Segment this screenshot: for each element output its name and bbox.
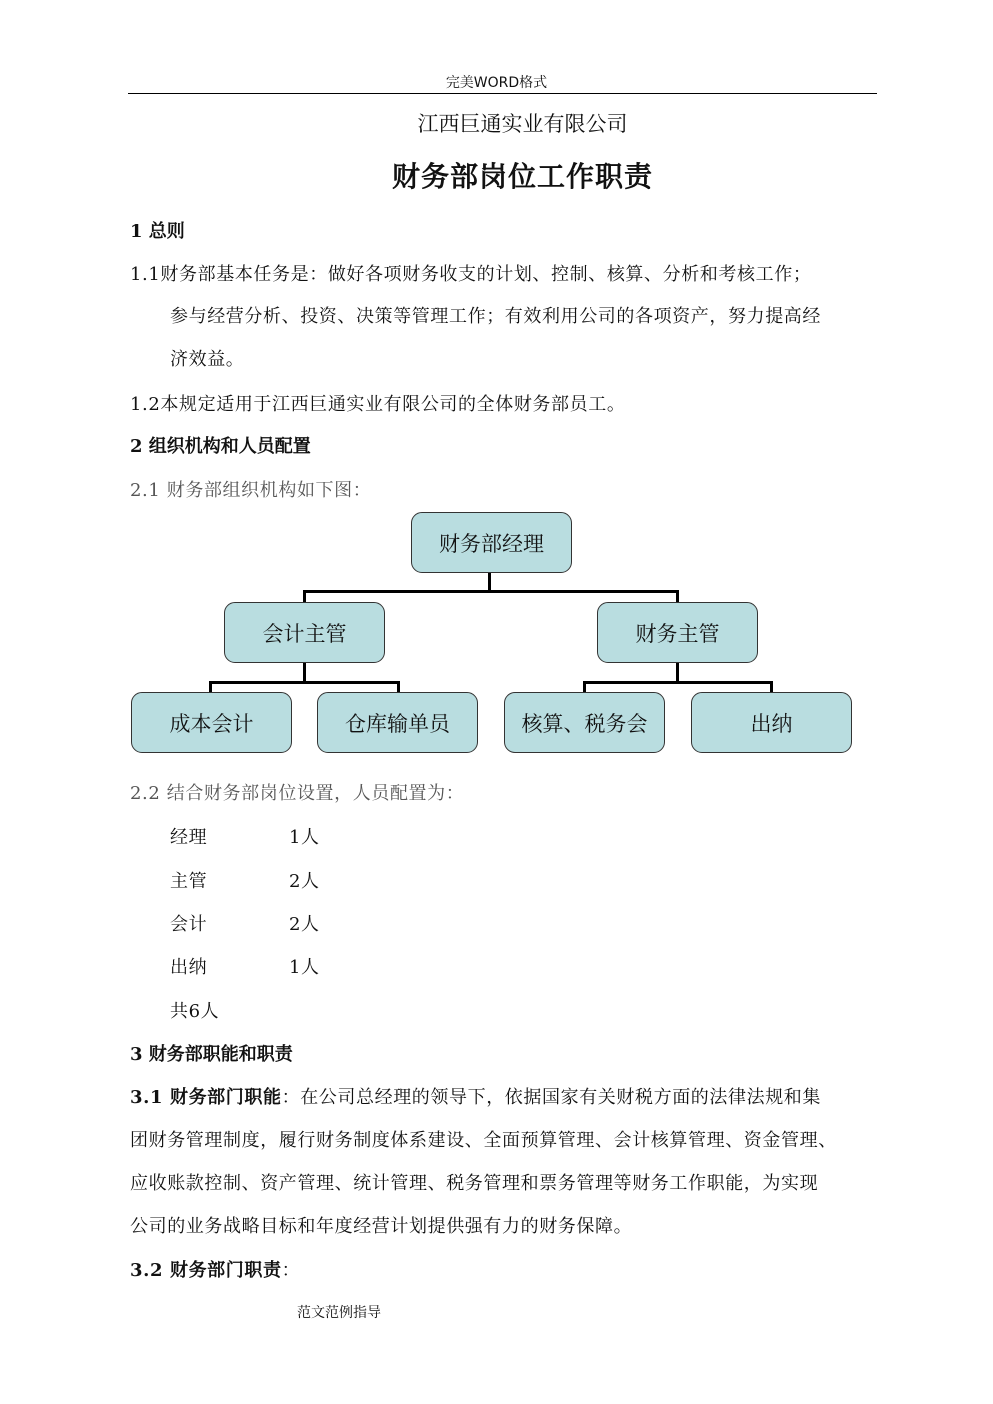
- para-3-1-line-2: 团财务管理制度，履行财务制度体系建设、全面预算管理、会计核算管理、资金管理、: [130, 1130, 837, 1151]
- para-3-1-label: 3.1 财务部门职能: [130, 1087, 282, 1108]
- para-3-2: [130, 1256, 300, 1282]
- staff-count: 2人: [289, 914, 320, 935]
- org-node-right-left: 核算、税务会: [504, 692, 665, 753]
- staff-count: 2人: [289, 871, 320, 892]
- para-1-1-line-3: 济效益。: [170, 349, 245, 370]
- staff-role: 出纳: [170, 957, 208, 978]
- para-3-2-colon: ：: [281, 1260, 301, 1281]
- header-divider: [128, 93, 877, 94]
- org-connector: [676, 662, 679, 682]
- org-node-left-left: 成本会计: [131, 692, 292, 753]
- staff-total: 共6人: [170, 1001, 220, 1022]
- org-node-left-right: 仓库输单员: [317, 692, 478, 753]
- org-connector: [303, 662, 306, 682]
- org-node-left: 会计主管: [224, 602, 385, 663]
- section-3-heading: 3 财务部职能和职责: [130, 1044, 293, 1065]
- page-footer: 范文范例指导: [297, 1305, 381, 1321]
- org-connector: [488, 572, 491, 592]
- staff-role: 会计: [170, 914, 208, 935]
- para-1-1-line-2: 参与经营分析、投资、决策等管理工作；有效利用公司的各项资产，努力提高经: [170, 306, 821, 327]
- para-3-2-label: 3.2 财务部门职责: [130, 1260, 282, 1281]
- staff-count: 1人: [289, 827, 320, 848]
- page-header: 完美WORD格式: [445, 75, 548, 91]
- para-1-2: 1.2本规定适用于江西巨通实业有限公司的全体财务部员工。: [130, 394, 626, 415]
- document-title: 财务部岗位工作职责: [391, 160, 653, 193]
- para-3-1-line-1: [130, 1083, 821, 1109]
- section-2-heading: 2 组织机构和人员配置: [130, 436, 311, 457]
- para-2-2: 2.2 结合财务部岗位设置，人员配置为：: [130, 783, 465, 804]
- para-3-1-text: ：在公司总经理的领导下，依据国家有关财税方面的法律法规和集: [281, 1087, 821, 1108]
- para-2-1: 2.1 财务部组织机构如下图：: [130, 480, 372, 501]
- org-connector: [209, 681, 400, 684]
- org-node-right-right: 出纳: [691, 692, 852, 753]
- staff-role: 主管: [170, 871, 208, 892]
- org-node-right: 财务主管: [597, 602, 758, 663]
- staff-role: 经理: [170, 827, 208, 848]
- para-1-1-line-1: 1.1财务部基本任务是：做好各项财务收支的计划、控制、核算、分析和考核工作；: [130, 264, 812, 285]
- section-1-heading: 1 总则: [130, 221, 185, 242]
- org-connector: [303, 590, 679, 593]
- company-name: 江西巨通实业有限公司: [417, 112, 628, 136]
- para-3-1-line-4: 公司的业务战略目标和年度经营计划提供强有力的财务保障。: [130, 1216, 633, 1237]
- para-3-1-line-3: 应收账款控制、资产管理、统计管理、税务管理和票务管理等财务工作职能，为实现: [130, 1173, 819, 1194]
- org-node-root: 财务部经理: [411, 512, 572, 573]
- staff-count: 1人: [289, 957, 320, 978]
- org-connector: [583, 681, 773, 684]
